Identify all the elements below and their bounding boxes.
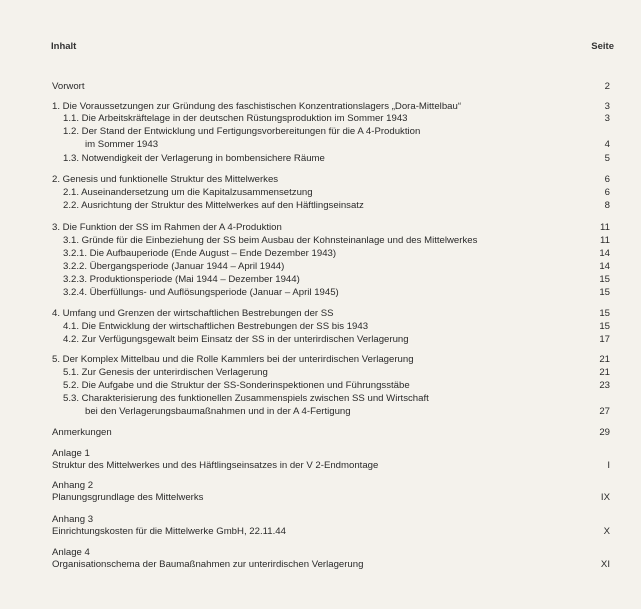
toc-entry-page: 21 — [599, 354, 610, 365]
toc-entry-title: Anlage 4 — [52, 547, 90, 558]
toc-entry-page: 11 — [600, 235, 610, 246]
toc-entry-title: Vorwort — [52, 81, 85, 92]
toc-entry-page: 15 — [599, 321, 610, 332]
toc-entry — [0, 333, 641, 346]
toc-entry — [0, 186, 641, 199]
toc-entry — [0, 260, 641, 273]
page-column-heading: Seite — [591, 41, 614, 52]
toc-entry — [0, 173, 641, 186]
toc-entry — [0, 273, 641, 286]
toc-entry-page: 21 — [599, 367, 610, 378]
toc-entry-title: 2. Genesis und funktionelle Struktur des Mittelwerkes — [52, 174, 279, 185]
toc-entry — [0, 353, 641, 366]
toc-entry — [0, 558, 641, 571]
toc-entry-title: 2.1. Auseinandersetzung um die Kapitalzusammensetzung — [63, 187, 313, 198]
toc-entry-title: 3.2.1. Die Aufbauperiode (Ende August – Ende Dezember 1943) — [63, 248, 337, 259]
toc-entry-title: 1. Die Voraussetzungen zur Gründung des faschistischen Konzentrationslagers „Dora-Mittelbau“ — [52, 101, 462, 112]
toc-entry — [0, 247, 641, 260]
toc-entry-page: 14 — [599, 248, 610, 259]
toc-entry-page: 11 — [600, 222, 610, 233]
toc-entry-page: 4 — [604, 139, 610, 150]
toc-entry-page: 3 — [604, 101, 610, 112]
toc-entry-title: 3.1. Gründe für die Einbeziehung der SS beim Ausbau der Kohnsteinanlage und des Mittelwerkes — [63, 235, 478, 246]
toc-entry-title: 5.2. Die Aufgabe und die Struktur der SS-Sonderinspektionen und Führungsstäbe — [63, 380, 410, 391]
toc-entry-title: Anlage 1 — [52, 448, 90, 459]
toc-entry-page: X — [603, 526, 610, 537]
toc-entry-page: 5 — [604, 153, 610, 164]
toc-entry-page: 23 — [599, 380, 610, 391]
toc-entry-title: im Sommer 1943 — [85, 139, 159, 150]
toc-entry-title: Anmerkungen — [52, 427, 112, 438]
toc-entry-title: 1.3. Notwendigkeit der Verlagerung in bombensichere Räume — [63, 153, 325, 164]
toc-entry-page: 6 — [604, 174, 610, 185]
toc-entry — [0, 152, 641, 165]
toc-entry — [0, 491, 641, 504]
toc-entry-title: 2.2. Ausrichtung der Struktur des Mittelwerkes auf den Häftlingseinsatz — [63, 200, 364, 211]
toc-entry — [0, 234, 641, 247]
toc-entry-title: 3.2.4. Überfüllungs- und Auflösungsperiode (Januar – April 1945) — [63, 287, 339, 298]
toc-entry-page: 15 — [599, 308, 610, 319]
toc-entry-page: 29 — [599, 427, 610, 438]
toc-entry-page: 6 — [604, 187, 610, 198]
toc-entry-title: 5.1. Zur Genesis der unterirdischen Verlagerung — [63, 367, 268, 378]
toc-entry-title: Struktur des Mittelwerkes und des Häftlingseinsatzes in der V 2-Endmontage — [52, 460, 379, 471]
toc-entry-title: 4.1. Die Entwicklung der wirtschaftlichen Bestrebungen der SS bis 1943 — [63, 321, 369, 332]
toc-entry-page: IX — [600, 492, 610, 503]
toc-entry-page: 17 — [599, 334, 610, 345]
toc-entry-title: 1.1. Die Arbeitskräftelage in der deutschen Rüstungsproduktion im Sommer 1943 — [63, 113, 408, 124]
toc-entry-title: Einrichtungskosten für die Mittelwerke GmbH, 22.11.44 — [52, 526, 286, 537]
toc-entry — [0, 392, 641, 405]
toc-entry — [0, 307, 641, 320]
toc-entry — [0, 286, 641, 299]
toc-entry — [0, 379, 641, 392]
toc-entry — [0, 199, 641, 212]
toc-entry-page: 3 — [604, 113, 610, 124]
toc-entry-page: 27 — [599, 406, 610, 417]
toc-entry-page: I — [607, 460, 610, 471]
toc-entry-title: Anhang 3 — [52, 514, 94, 525]
toc-entry-title: 1.2. Der Stand der Entwicklung und Fertigungsvorbereitungen für die A 4-Produktion — [63, 126, 421, 137]
toc-entry-title: 5.3. Charakterisierung des funktionellen Zusammenspiels zwischen SS und Wirtschaft — [63, 393, 429, 404]
toc-entry — [0, 221, 641, 234]
toc-entry-title: 5. Der Komplex Mittelbau und die Rolle Kammlers bei der unterirdischen Verlagerung — [52, 354, 414, 365]
toc-entry — [0, 80, 641, 93]
toc-entry-title: 3.2.3. Produktionsperiode (Mai 1944 – Dezember 1944) — [63, 274, 300, 285]
toc-entry-page: 8 — [604, 200, 610, 211]
toc-entry-page: 15 — [599, 287, 610, 298]
toc-entry — [0, 405, 641, 418]
toc-entry-title: 3.2.2. Übergangsperiode (Januar 1944 – April 1944) — [63, 261, 285, 272]
toc-entry-title: Planungsgrundlage des Mittelwerks — [52, 492, 204, 503]
toc-entry-title: 3. Die Funktion der SS im Rahmen der A 4-Produktion — [52, 222, 282, 233]
toc-entry-page: 14 — [599, 261, 610, 272]
toc-entry-title: bei den Verlagerungsbaumaßnahmen und in der A 4-Fertigung — [85, 406, 351, 417]
toc-entry-title: 4. Umfang und Grenzen der wirtschaftlichen Bestrebungen der SS — [52, 308, 334, 319]
toc-heading: Inhalt — [51, 41, 77, 52]
toc-entry — [0, 426, 641, 439]
toc-entry-page: 15 — [599, 274, 610, 285]
toc-entry-title: Organisationschema der Baumaßnahmen zur unterirdischen Verlagerung — [52, 559, 364, 570]
toc-entry — [0, 112, 641, 125]
toc-entry-page: 2 — [604, 81, 610, 92]
toc-entry — [0, 525, 641, 538]
toc-entry-title: Anhang 2 — [52, 480, 94, 491]
toc-entry — [0, 366, 641, 379]
toc-entry — [0, 459, 641, 472]
toc-entry — [0, 138, 641, 151]
toc-entry-page: XI — [600, 559, 610, 570]
toc-entry — [0, 125, 641, 138]
toc-entry — [0, 320, 641, 333]
toc-entry-title: 4.2. Zur Verfügungsgewalt beim Einsatz der SS in der unterirdischen Verlagerung — [63, 334, 409, 345]
